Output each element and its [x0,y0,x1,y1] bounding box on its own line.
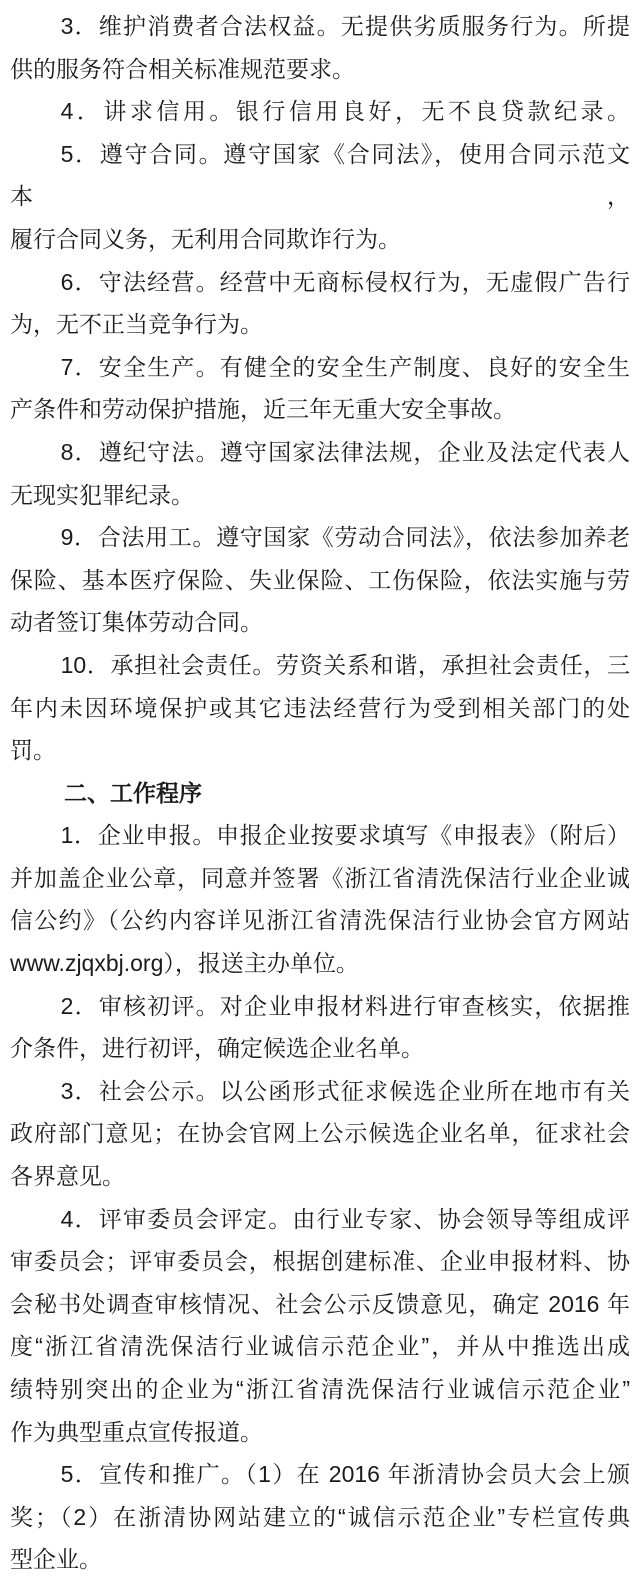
text-line: 并加盖企业公章，同意并签署《浙江省清洗保洁行业企业诚 [10,864,630,891]
paragraph [10,814,630,984]
paragraph [10,1070,630,1198]
paragraph [10,516,630,644]
text-line: 信公约》（公约内容详见浙江省清洗保洁行业协会官方网站 [10,907,630,934]
paragraph [10,644,630,772]
text-line: 4．讲求信用。银行信用良好，无不良贷款纪录。 [60,98,630,125]
paragraph [10,5,630,90]
text-line: 4．评审委员会评定。由行业专家、协会领导等组成评 [60,1205,630,1232]
text-line: 型企业。 [10,1546,102,1573]
paragraph [10,261,630,346]
text-line: 动者签订集体劳动合同。 [10,609,263,636]
text-line: 绩特别突出的企业为“浙江省清洗保洁行业诚信示范企业” [10,1376,630,1402]
text-line: 介条件，进行初评，确定候选企业名单。 [10,1035,424,1062]
text-line: 9．合法用工。遵守国家《劳动合同法》，依法参加养老 [60,524,630,551]
paragraph [10,133,630,261]
text-line: 供的服务符合相关标准规范要求。 [10,55,355,82]
text-line: 5．宣传和推广。（1）在 2016 年浙清协会员大会上颁 [60,1461,630,1488]
text-line: 作为典型重点宣传报道。 [10,1418,263,1445]
text-line: 10．承担社会责任。劳资关系和谐，承担社会责任，三 [60,651,630,678]
paragraph [10,90,630,133]
text-line: 政府部门意见；在协会官网上公示候选企业名单，征求社会 [10,1120,630,1147]
text-line: 3．维护消费者合法权益。无提供劣质服务行为。所提 [60,13,630,39]
text-line: 1．企业申报。申报企业按要求填写《申报表》（附后） [60,822,630,849]
text-line: 会秘书处调查审核情况、社会公示反馈意见，确定 2016 年 [10,1290,630,1317]
text-line: 无现实犯罪纪录。 [10,481,194,508]
text-line: 罚。 [10,737,56,764]
paragraph [10,1198,630,1454]
text-line: 各界意见。 [10,1163,125,1190]
text-line: 2．审核初评。对企业申报材料进行审查核实，依据推 [60,992,630,1019]
text-line: 奖；（2）在浙清协网站建立的“诚信示范企业”专栏宣传典 [10,1503,630,1530]
text-line: 为，无不正当竞争行为。 [10,311,263,338]
text-line: 产条件和劳动保护措施，近三年无重大安全事故。 [10,396,516,423]
text-line: 审委员会；评审委员会，根据创建标准、企业申报材料、协 [10,1248,630,1275]
heading-text-line: 二、工作程序 [64,779,203,806]
text-line: 保险、基本医疗保险、失业保险、工伤保险，依法实施与劳 [10,566,630,593]
text-line: 履行合同义务，无利用合同欺诈行为。 [10,225,401,252]
paragraph [10,431,630,516]
text-line: 度“浙江省清洗保洁行业诚信示范企业”，并从中推选出成 [10,1333,630,1360]
text-line: www.zjqxbj.org），报送主办单位。 [10,950,359,977]
text-line: 8．遵纪守法。遵守国家法律法规，企业及法定代表人 [60,438,630,465]
text-line: 年内未因环境保护或其它违法经营行为受到相关部门的处 [10,694,630,721]
paragraph [10,346,630,431]
text-line: 6．守法经营。经营中无商标侵权行为，无虚假广告行 [60,268,630,295]
paragraph [10,985,630,1070]
text-line: 7．安全生产。有健全的安全生产制度、良好的安全生 [60,353,630,380]
section-heading [10,772,630,815]
text-line: 3．社会公示。以公函形式征求候选企业所在地市有关 [60,1077,630,1104]
text-line: 5．遵守合同。遵守国家《合同法》，使用合同示范文本， [10,140,630,210]
paragraph [10,1453,630,1581]
